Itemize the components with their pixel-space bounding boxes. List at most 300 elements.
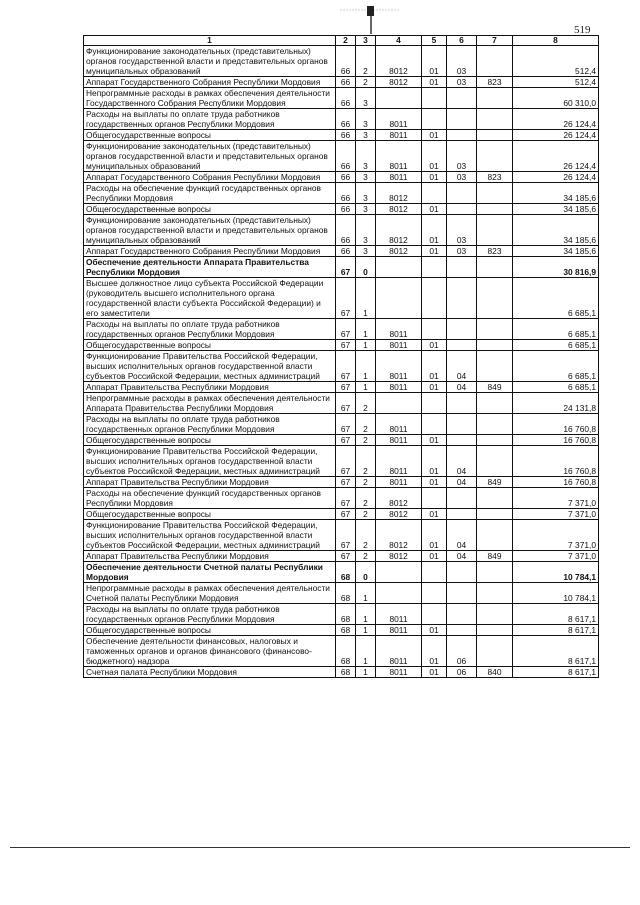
row-code: 2 bbox=[356, 488, 376, 509]
row-amount: 512,4 bbox=[513, 77, 599, 88]
row-code: 04 bbox=[447, 551, 477, 562]
row-amount: 30 816,9 bbox=[513, 257, 599, 278]
row-name: Общегосударственные вопросы bbox=[84, 435, 336, 446]
row-amount: 34 185,6 bbox=[513, 246, 599, 257]
column-header: 5 bbox=[422, 36, 447, 46]
table-row bbox=[84, 562, 599, 583]
row-code bbox=[422, 88, 447, 109]
row-code: 2 bbox=[356, 509, 376, 520]
row-name: Аппарат Правительства Республики Мордовия bbox=[84, 477, 336, 488]
row-code bbox=[447, 109, 477, 130]
table-row bbox=[84, 583, 599, 604]
row-code: 01 bbox=[422, 141, 447, 172]
row-name: Функционирование законодательных (представительных) органов государственной власти и представительных органов муниципальных образований bbox=[84, 215, 336, 246]
row-code: 01 bbox=[422, 46, 447, 77]
row-code: 03 bbox=[447, 215, 477, 246]
row-code bbox=[477, 351, 513, 382]
row-code bbox=[447, 319, 477, 340]
row-amount: 16 760,8 bbox=[513, 435, 599, 446]
row-code bbox=[477, 130, 513, 141]
budget-table bbox=[83, 35, 599, 678]
table-row bbox=[84, 246, 599, 257]
row-code: 03 bbox=[447, 246, 477, 257]
row-code bbox=[422, 319, 447, 340]
row-code bbox=[422, 562, 447, 583]
row-code: 66 bbox=[336, 204, 356, 215]
row-name: Обеспечение деятельности Аппарата Правительства Республики Мордовия bbox=[84, 257, 336, 278]
row-name: Непрограммные расходы в рамках обеспечения деятельности Аппарата Правительства Республики Мордовия bbox=[84, 393, 336, 414]
row-name: Общегосударственные вопросы bbox=[84, 204, 336, 215]
row-code bbox=[477, 604, 513, 625]
row-code bbox=[447, 625, 477, 636]
row-name: Общегосударственные вопросы bbox=[84, 509, 336, 520]
row-code: 2 bbox=[356, 520, 376, 551]
row-code: 01 bbox=[422, 351, 447, 382]
table-row bbox=[84, 477, 599, 488]
row-code: 68 bbox=[336, 625, 356, 636]
row-code: 66 bbox=[336, 88, 356, 109]
row-code: 1 bbox=[356, 351, 376, 382]
row-code: 66 bbox=[336, 172, 356, 183]
row-code: 823 bbox=[477, 77, 513, 88]
row-code: 2 bbox=[356, 477, 376, 488]
table-body bbox=[84, 46, 599, 678]
row-code: 8012 bbox=[376, 246, 422, 257]
row-code: 04 bbox=[447, 382, 477, 393]
row-name: Общегосударственные вопросы bbox=[84, 340, 336, 351]
row-code: 68 bbox=[336, 636, 356, 667]
table-row bbox=[84, 183, 599, 204]
row-code bbox=[447, 130, 477, 141]
row-code: 823 bbox=[477, 246, 513, 257]
row-amount: 512,4 bbox=[513, 46, 599, 77]
table-row bbox=[84, 278, 599, 319]
row-code: 67 bbox=[336, 435, 356, 446]
row-code bbox=[447, 509, 477, 520]
row-amount: 10 784,1 bbox=[513, 583, 599, 604]
row-code bbox=[477, 583, 513, 604]
row-code bbox=[376, 562, 422, 583]
row-code bbox=[477, 414, 513, 435]
row-code: 8012 bbox=[376, 509, 422, 520]
row-code: 8011 bbox=[376, 351, 422, 382]
row-code: 66 bbox=[336, 215, 356, 246]
row-code: 01 bbox=[422, 77, 447, 88]
row-amount: 26 124,4 bbox=[513, 172, 599, 183]
table-row bbox=[84, 215, 599, 246]
row-code: 8011 bbox=[376, 109, 422, 130]
table-row bbox=[84, 172, 599, 183]
row-name: Счетная палата Республики Мордовия bbox=[84, 667, 336, 678]
row-amount: 6 685,1 bbox=[513, 319, 599, 340]
row-name: Обеспечение деятельности Счетной палаты Республики Мордовия bbox=[84, 562, 336, 583]
row-code: 68 bbox=[336, 562, 356, 583]
row-name: Аппарат Правительства Республики Мордовия bbox=[84, 382, 336, 393]
row-code: 01 bbox=[422, 204, 447, 215]
table-row bbox=[84, 88, 599, 109]
row-code: 1 bbox=[356, 382, 376, 393]
row-code bbox=[477, 520, 513, 551]
table-row bbox=[84, 667, 599, 678]
row-code bbox=[422, 488, 447, 509]
row-name: Высшее должностное лицо субъекта Российской Федерации (руководитель высшего исполнительного органа государственной власти субъекта Российской Федерации) и его заместители bbox=[84, 278, 336, 319]
header-row bbox=[84, 36, 599, 46]
row-amount: 7 371,0 bbox=[513, 509, 599, 520]
row-code: 01 bbox=[422, 477, 447, 488]
row-code: 06 bbox=[447, 667, 477, 678]
row-code: 3 bbox=[356, 246, 376, 257]
row-code: 8011 bbox=[376, 414, 422, 435]
row-code: 8012 bbox=[376, 77, 422, 88]
row-code: 66 bbox=[336, 109, 356, 130]
row-amount: 60 310,0 bbox=[513, 88, 599, 109]
row-name: Функционирование законодательных (представительных) органов государственной власти и представительных органов муниципальных образований bbox=[84, 46, 336, 77]
row-code bbox=[376, 583, 422, 604]
row-code: 2 bbox=[356, 77, 376, 88]
row-code: 1 bbox=[356, 583, 376, 604]
row-amount: 26 124,4 bbox=[513, 109, 599, 130]
row-code: 8012 bbox=[376, 488, 422, 509]
row-code bbox=[477, 257, 513, 278]
row-code bbox=[422, 257, 447, 278]
row-code: 01 bbox=[422, 446, 447, 477]
row-code: 66 bbox=[336, 246, 356, 257]
row-name: Общегосударственные вопросы bbox=[84, 625, 336, 636]
row-code: 3 bbox=[356, 204, 376, 215]
row-name: Функционирование Правительства Российской Федерации, высших исполнительных органов государственной власти субъектов Российской Федерации, местных администраций bbox=[84, 520, 336, 551]
row-code: 8012 bbox=[376, 204, 422, 215]
row-code bbox=[477, 636, 513, 667]
row-amount: 34 185,6 bbox=[513, 183, 599, 204]
row-code: 67 bbox=[336, 340, 356, 351]
row-code: 03 bbox=[447, 77, 477, 88]
row-code: 8011 bbox=[376, 625, 422, 636]
row-amount: 10 784,1 bbox=[513, 562, 599, 583]
column-header: 1 bbox=[84, 36, 336, 46]
table-row bbox=[84, 636, 599, 667]
row-code: 01 bbox=[422, 667, 447, 678]
table-row bbox=[84, 551, 599, 562]
row-code: 8011 bbox=[376, 319, 422, 340]
table-row bbox=[84, 46, 599, 77]
row-code bbox=[376, 257, 422, 278]
row-code: 8012 bbox=[376, 520, 422, 551]
table-row bbox=[84, 488, 599, 509]
row-amount: 6 685,1 bbox=[513, 351, 599, 382]
row-code bbox=[447, 278, 477, 319]
table-row bbox=[84, 393, 599, 414]
row-code: 849 bbox=[477, 551, 513, 562]
table-row bbox=[84, 446, 599, 477]
row-code: 03 bbox=[447, 46, 477, 77]
row-code: 01 bbox=[422, 172, 447, 183]
row-code: 2 bbox=[356, 435, 376, 446]
row-code bbox=[422, 583, 447, 604]
row-code bbox=[447, 604, 477, 625]
column-header: 4 bbox=[376, 36, 422, 46]
row-code: 68 bbox=[336, 667, 356, 678]
row-code: 1 bbox=[356, 625, 376, 636]
row-code bbox=[477, 625, 513, 636]
row-code: 8011 bbox=[376, 141, 422, 172]
row-name: Непрограммные расходы в рамках обеспечения деятельности Счетной палаты Республики Мордовия bbox=[84, 583, 336, 604]
row-code: 67 bbox=[336, 488, 356, 509]
column-header: 2 bbox=[336, 36, 356, 46]
row-code: 01 bbox=[422, 520, 447, 551]
row-code: 01 bbox=[422, 130, 447, 141]
row-name: Функционирование Правительства Российской Федерации, высших исполнительных органов государственной власти субъектов Российской Федерации, местных администраций bbox=[84, 351, 336, 382]
table-row bbox=[84, 604, 599, 625]
row-name: Аппарат Правительства Республики Мордовия bbox=[84, 551, 336, 562]
table-row bbox=[84, 130, 599, 141]
row-code: 01 bbox=[422, 625, 447, 636]
table-row bbox=[84, 414, 599, 435]
row-code bbox=[477, 141, 513, 172]
row-name: Общегосударственные вопросы bbox=[84, 130, 336, 141]
row-code: 8011 bbox=[376, 446, 422, 477]
row-code: 01 bbox=[422, 382, 447, 393]
row-code: 66 bbox=[336, 46, 356, 77]
row-code bbox=[447, 204, 477, 215]
row-code: 8012 bbox=[376, 215, 422, 246]
row-amount: 24 131,8 bbox=[513, 393, 599, 414]
row-code: 1 bbox=[356, 319, 376, 340]
row-code bbox=[422, 183, 447, 204]
row-code: 06 bbox=[447, 636, 477, 667]
row-code: 01 bbox=[422, 551, 447, 562]
row-code: 01 bbox=[422, 340, 447, 351]
row-amount: 6 685,1 bbox=[513, 278, 599, 319]
row-code: 04 bbox=[447, 477, 477, 488]
row-code: 849 bbox=[477, 382, 513, 393]
row-code: 8012 bbox=[376, 183, 422, 204]
row-code: 01 bbox=[422, 509, 447, 520]
row-code bbox=[422, 414, 447, 435]
row-amount: 8 617,1 bbox=[513, 667, 599, 678]
table-row bbox=[84, 109, 599, 130]
row-code: 04 bbox=[447, 446, 477, 477]
row-code bbox=[447, 488, 477, 509]
row-code bbox=[477, 204, 513, 215]
row-code bbox=[422, 109, 447, 130]
binding-mark-icon bbox=[340, 4, 400, 34]
row-code: 3 bbox=[356, 88, 376, 109]
row-code: 2 bbox=[356, 46, 376, 77]
row-name: Функционирование законодательных (представительных) органов государственной власти и представительных органов муниципальных образований bbox=[84, 141, 336, 172]
row-code bbox=[376, 278, 422, 319]
row-code: 67 bbox=[336, 477, 356, 488]
row-name: Расходы на выплаты по оплате труда работников государственных органов Республики Мордовия bbox=[84, 319, 336, 340]
row-amount: 26 124,4 bbox=[513, 141, 599, 172]
row-code bbox=[447, 88, 477, 109]
table-row bbox=[84, 77, 599, 88]
row-code bbox=[422, 604, 447, 625]
row-code bbox=[477, 278, 513, 319]
row-code: 3 bbox=[356, 183, 376, 204]
row-name: Функционирование Правительства Российской Федерации, высших исполнительных органов государственной власти субъектов Российской Федерации, местных администраций bbox=[84, 446, 336, 477]
row-name: Расходы на выплаты по оплате труда работников государственных органов Республики Мордовия bbox=[84, 109, 336, 130]
table-row bbox=[84, 509, 599, 520]
bottom-rule bbox=[10, 847, 630, 848]
row-code bbox=[477, 509, 513, 520]
row-amount: 6 685,1 bbox=[513, 382, 599, 393]
row-name: Непрограммные расходы в рамках обеспечения деятельности Государственного Собрания Республики Мордовия bbox=[84, 88, 336, 109]
row-code: 8011 bbox=[376, 382, 422, 393]
row-code: 67 bbox=[336, 414, 356, 435]
row-code bbox=[447, 562, 477, 583]
row-code: 01 bbox=[422, 246, 447, 257]
row-code bbox=[447, 340, 477, 351]
row-code: 3 bbox=[356, 141, 376, 172]
row-code: 67 bbox=[336, 393, 356, 414]
row-amount: 16 760,8 bbox=[513, 414, 599, 435]
row-code: 8011 bbox=[376, 130, 422, 141]
row-code bbox=[376, 88, 422, 109]
row-name: Расходы на выплаты по оплате труда работников государственных органов Республики Мордовия bbox=[84, 414, 336, 435]
table-row bbox=[84, 382, 599, 393]
row-code bbox=[477, 46, 513, 77]
row-code: 68 bbox=[336, 583, 356, 604]
row-name: Расходы на обеспечение функций государственных органов Республики Мордовия bbox=[84, 183, 336, 204]
row-code: 840 bbox=[477, 667, 513, 678]
row-name: Аппарат Государственного Собрания Республики Мордовия bbox=[84, 246, 336, 257]
table-row bbox=[84, 257, 599, 278]
row-code: 03 bbox=[447, 141, 477, 172]
row-code: 67 bbox=[336, 351, 356, 382]
table-row bbox=[84, 625, 599, 636]
row-code bbox=[477, 109, 513, 130]
row-code: 8011 bbox=[376, 636, 422, 667]
row-amount: 8 617,1 bbox=[513, 636, 599, 667]
row-code bbox=[477, 319, 513, 340]
column-header: 3 bbox=[356, 36, 376, 46]
row-code: 0 bbox=[356, 562, 376, 583]
table-row bbox=[84, 141, 599, 172]
row-code: 66 bbox=[336, 77, 356, 88]
row-code: 01 bbox=[422, 215, 447, 246]
row-amount: 8 617,1 bbox=[513, 625, 599, 636]
row-code: 67 bbox=[336, 319, 356, 340]
row-code bbox=[477, 88, 513, 109]
row-code: 1 bbox=[356, 636, 376, 667]
row-code: 67 bbox=[336, 509, 356, 520]
row-code bbox=[477, 340, 513, 351]
row-code: 8011 bbox=[376, 172, 422, 183]
row-code: 03 bbox=[447, 172, 477, 183]
row-code: 8011 bbox=[376, 340, 422, 351]
row-name: Аппарат Государственного Собрания Республики Мордовия bbox=[84, 172, 336, 183]
row-code: 3 bbox=[356, 130, 376, 141]
row-code bbox=[477, 446, 513, 477]
row-amount: 34 185,6 bbox=[513, 215, 599, 246]
row-code bbox=[447, 435, 477, 446]
row-code bbox=[447, 393, 477, 414]
table-row bbox=[84, 340, 599, 351]
row-code: 67 bbox=[336, 382, 356, 393]
row-code bbox=[477, 215, 513, 246]
column-header: 6 bbox=[447, 36, 477, 46]
row-code: 8011 bbox=[376, 435, 422, 446]
row-code: 66 bbox=[336, 130, 356, 141]
row-code: 04 bbox=[447, 351, 477, 382]
row-code: 67 bbox=[336, 446, 356, 477]
row-code: 01 bbox=[422, 636, 447, 667]
row-code bbox=[477, 183, 513, 204]
row-code: 1 bbox=[356, 278, 376, 319]
row-code: 01 bbox=[422, 435, 447, 446]
row-code: 1 bbox=[356, 667, 376, 678]
row-code bbox=[447, 414, 477, 435]
table-row bbox=[84, 204, 599, 215]
row-code: 8012 bbox=[376, 551, 422, 562]
page-number: 519 bbox=[574, 24, 591, 36]
row-code: 66 bbox=[336, 141, 356, 172]
row-name: Обеспечение деятельности финансовых, налоговых и таможенных органов и органов финансового (финансово-бюджетного) надзора bbox=[84, 636, 336, 667]
row-code: 8011 bbox=[376, 477, 422, 488]
column-header: 7 bbox=[477, 36, 513, 46]
row-name: Расходы на обеспечение функций государственных органов Республики Мордовия bbox=[84, 488, 336, 509]
row-amount: 34 185,6 bbox=[513, 204, 599, 215]
row-amount: 7 371,0 bbox=[513, 551, 599, 562]
row-code bbox=[477, 393, 513, 414]
row-amount: 7 371,0 bbox=[513, 520, 599, 551]
row-amount: 16 760,8 bbox=[513, 477, 599, 488]
row-code bbox=[477, 562, 513, 583]
table-row bbox=[84, 351, 599, 382]
row-amount: 7 371,0 bbox=[513, 488, 599, 509]
row-code bbox=[447, 183, 477, 204]
row-code bbox=[376, 393, 422, 414]
row-code: 67 bbox=[336, 551, 356, 562]
row-code bbox=[447, 257, 477, 278]
row-code bbox=[422, 393, 447, 414]
row-code bbox=[422, 278, 447, 319]
row-code: 67 bbox=[336, 257, 356, 278]
row-code: 66 bbox=[336, 183, 356, 204]
row-name: Расходы на выплаты по оплате труда работников государственных органов Республики Мордовия bbox=[84, 604, 336, 625]
row-code: 67 bbox=[336, 520, 356, 551]
row-code: 67 bbox=[336, 278, 356, 319]
table-row bbox=[84, 520, 599, 551]
row-code bbox=[447, 583, 477, 604]
row-code: 3 bbox=[356, 172, 376, 183]
row-code: 0 bbox=[356, 257, 376, 278]
row-code: 2 bbox=[356, 551, 376, 562]
row-code: 3 bbox=[356, 109, 376, 130]
row-code: 2 bbox=[356, 393, 376, 414]
row-code: 8011 bbox=[376, 604, 422, 625]
row-code: 849 bbox=[477, 477, 513, 488]
row-code: 68 bbox=[336, 604, 356, 625]
row-code: 1 bbox=[356, 604, 376, 625]
table-row bbox=[84, 319, 599, 340]
row-amount: 26 124,4 bbox=[513, 130, 599, 141]
row-code bbox=[477, 435, 513, 446]
row-name: Аппарат Государственного Собрания Республики Мордовия bbox=[84, 77, 336, 88]
row-code: 2 bbox=[356, 446, 376, 477]
row-code: 3 bbox=[356, 215, 376, 246]
table-row bbox=[84, 435, 599, 446]
row-amount: 6 685,1 bbox=[513, 340, 599, 351]
row-code: 04 bbox=[447, 520, 477, 551]
row-code: 823 bbox=[477, 172, 513, 183]
column-header: 8 bbox=[513, 36, 599, 46]
row-code: 1 bbox=[356, 340, 376, 351]
row-amount: 8 617,1 bbox=[513, 604, 599, 625]
row-code: 8012 bbox=[376, 46, 422, 77]
row-code: 8011 bbox=[376, 667, 422, 678]
row-code: 2 bbox=[356, 414, 376, 435]
